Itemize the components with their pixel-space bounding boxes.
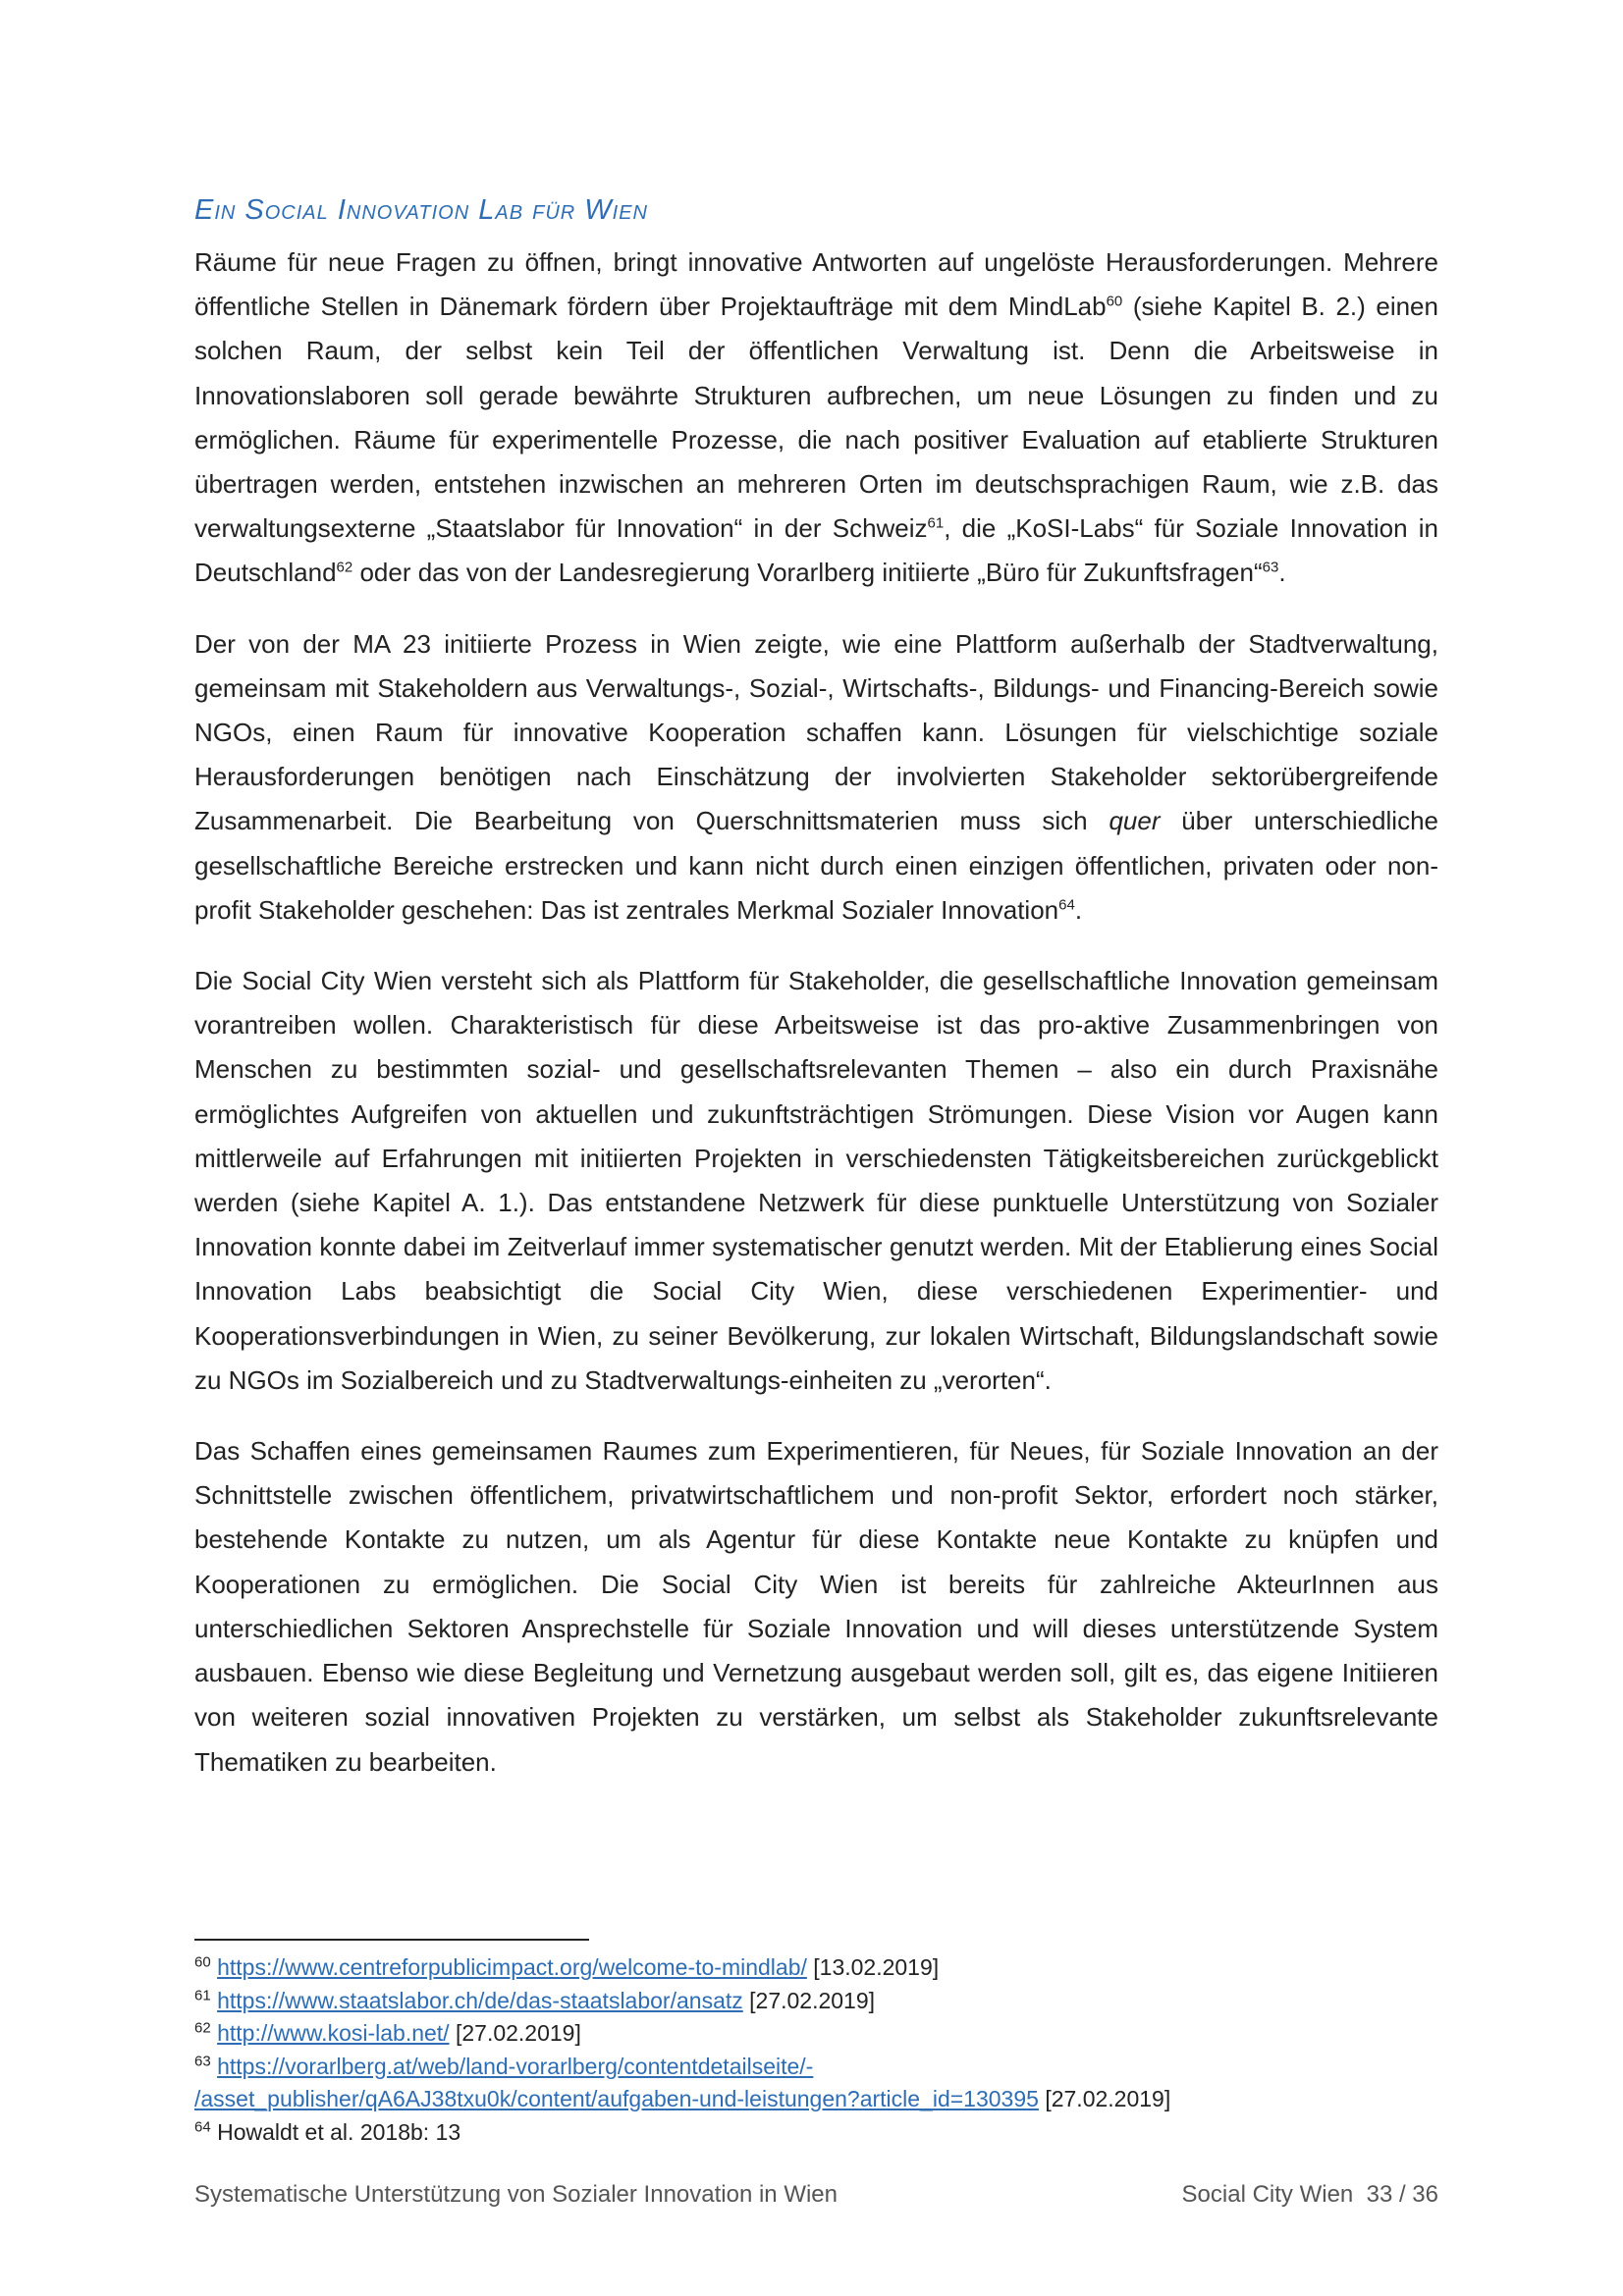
p2-emphasis: quer: [1109, 806, 1161, 836]
footnote-link-61[interactable]: https://www.staatslabor.ch/de/das-staatslabor/ansatz: [217, 1987, 743, 2013]
p2-text-a: Der von der MA 23 initiierte Prozess in Wien zeigte, wie eine Plattform außerhalb der Stadtverwaltung, gemeinsam mit Stakeholdern aus Verwaltungs-, Sozial-, Wirtschafts-, Bildungs- und Financing-Bereich sowie NGOs, einen Raum für innovative Kooperation schaffen kann. Lösungen für vielschichtige soziale Herausforderungen benötigen nach Einschätzung der involvierten Stakeholder sektorübergreifende Zusammenarbeit. Die Bearbeitung von Querschnittsmaterien muss sich: [194, 628, 1438, 836]
footnote-number: 61: [194, 1986, 211, 2003]
p1-text-c: , die „KoSI-Labs“ für Soziale Innovation in Deutschland: [194, 513, 1438, 588]
footnote-date: [27.02.2019]: [449, 2020, 581, 2046]
footnote-number: 60: [194, 1953, 211, 1971]
p2-text-c: .: [1074, 894, 1083, 925]
footnote-61: [194, 1985, 1438, 2018]
footer-document-title: Systematische Unterstützung von Sozialer Innovation in Wien: [194, 2181, 838, 2208]
footnote-number: 63: [194, 2052, 211, 2069]
footnote-number: 64: [194, 2117, 211, 2135]
footnote-date: [27.02.2019]: [742, 1987, 876, 2013]
footnote-date: [13.02.2019]: [806, 1954, 940, 1980]
paragraph-2: [194, 622, 1438, 933]
paragraph-3: Die Social City Wien versteht sich als Plattform für Stakeholder, die gesellschaftliche Innovation gemeinsam vorantreiben wollen. Charakteristisch für diese Arbeitsweise ist das pro-aktive Zusammenbringen von Menschen zu bestimmten sozial- und gesellschaftsrelevanten Themen – also ein durch Praxisnähe ermöglichtes Aufgreifen von aktuellen und zukunftsträchtigen Strömungen. Diese Vision vor Augen kann mittlerweile auf Erfahrungen mit initiierten Projekten in verschiedensten Tätigkeitsbereichen zurückgeblickt werden (siehe Kapitel A. 1.). Das entstandene Netzwerk für diese punktuelle Unterstützung von Sozialer Innovation konnte dabei im Zeitverlauf immer systematischer genutzt werden. Mit der Etablierung eines Social Innovation Labs beabsichtigt die Social City Wien, diese verschiedenen Experimentier- und Kooperationsverbindungen in Wien, zu seiner Bevölkerung, zur lokalen Wirtschaft, Bildungslandschaft sowie zu NGOs im Sozialbereich und zu Stadtverwaltungs-einheiten zu „verorten“.: [194, 966, 1438, 1395]
footnote-ref-62[interactable]: 62: [336, 559, 353, 576]
footnote-64: [194, 2116, 1438, 2150]
footer-page-number: Social City Wien 33 / 36: [1181, 2181, 1438, 2208]
p1-text-e: .: [1278, 558, 1286, 588]
footnote-link-62[interactable]: http://www.kosi-lab.net/: [217, 2020, 450, 2046]
footnote-text: Howaldt et al. 2018b: 13: [210, 2118, 461, 2145]
paragraph-1: [194, 240, 1438, 596]
footnote-divider: [194, 1939, 589, 1941]
section-heading: Ein Social Innovation Lab für Wien: [194, 194, 648, 226]
footnote-date: [27.02.2019]: [1038, 2086, 1171, 2111]
footnotes: [194, 1951, 1438, 2149]
footnote-ref-63[interactable]: 63: [1262, 559, 1279, 576]
footnote-ref-61[interactable]: 61: [927, 514, 945, 532]
footnote-ref-60[interactable]: 60: [1106, 293, 1123, 310]
footnote-number: 62: [194, 2019, 211, 2037]
footnote-60: [194, 1951, 1438, 1985]
footnote-link-63[interactable]: https://vorarlberg.at/web/land-vorarlberg/contentdetailseite/-: [217, 2053, 814, 2079]
footnote-62: [194, 2017, 1438, 2051]
p1-text-a: Räume für neue Fragen zu öffnen, bringt innovative Antworten auf ungelöste Herausforderungen. Mehrere öffentliche Stellen in Dänemark fördern über Projektaufträge mit dem MindLab: [194, 247, 1438, 322]
footnote-ref-64[interactable]: 64: [1058, 896, 1075, 914]
footnote-link-60[interactable]: https://www.centreforpublicimpact.org/welcome-to-mindlab/: [217, 1954, 807, 1980]
footnote-63-continued: [194, 2083, 1438, 2116]
p1-text-b: (siehe Kapitel B. 2.) einen solchen Raum, der selbst kein Teil der öffentlichen Verwaltung ist. Denn die Arbeitsweise in Innovationslaboren soll gerade bewährte Strukturen aufbrechen, um neue Lösungen zu finden und zu ermöglichen. Räume für experimentelle Prozesse, die nach positiver Evaluation auf etablierte Strukturen übertragen werden, entstehen inzwischen an mehreren Orten im deutschsprachigen Raum, wie z.B. das verwaltungsexterne „Staatslabor für Innovation“ in der Schweiz: [194, 292, 1438, 544]
p1-text-d: oder das von der Landesregierung Vorarlberg initiierte „Büro für Zukunftsfragen“: [352, 558, 1263, 588]
footnote-link-63-part2[interactable]: /asset_publisher/qA6AJ38txu0k/content/aufgaben-und-leistungen?article_id=130395: [194, 2086, 1039, 2111]
footnote-63: [194, 2051, 1438, 2084]
p2-text-b: über unterschiedliche gesellschaftliche Bereiche erstrecken und kann nicht durch einen einzigen öffentlichen, privaten oder non-profit Stakeholder geschehen: Das ist zentrales Merkmal Sozialer Innovation: [194, 806, 1438, 925]
paragraph-4: Das Schaffen eines gemeinsamen Raumes zum Experimentieren, für Neues, für Soziale Innovation an der Schnittstelle zwischen öffentlichem, privatwirtschaftlichem und non-profit Sektor, erfordert noch stärker, bestehende Kontakte zu nutzen, um als Agentur für diese Kontakte neue Kontakte zu knüpfen und Kooperationen zu ermöglichen. Die Social City Wien ist bereits für zahlreiche AkteurInnen aus unterschiedlichen Sektoren Ansprechstelle für Soziale Innovation und will dieses unterstützende System ausbauen. Ebenso wie diese Begleitung und Vernetzung ausgebaut werden soll, gilt es, das eigene Initiieren von weiteren sozial innovativen Projekten zu verstärken, um selbst als Stakeholder zukunftsrelevante Thematiken zu bearbeiten.: [194, 1436, 1438, 1777]
main-content: [194, 194, 1438, 1811]
page-footer: [194, 2181, 1438, 2209]
